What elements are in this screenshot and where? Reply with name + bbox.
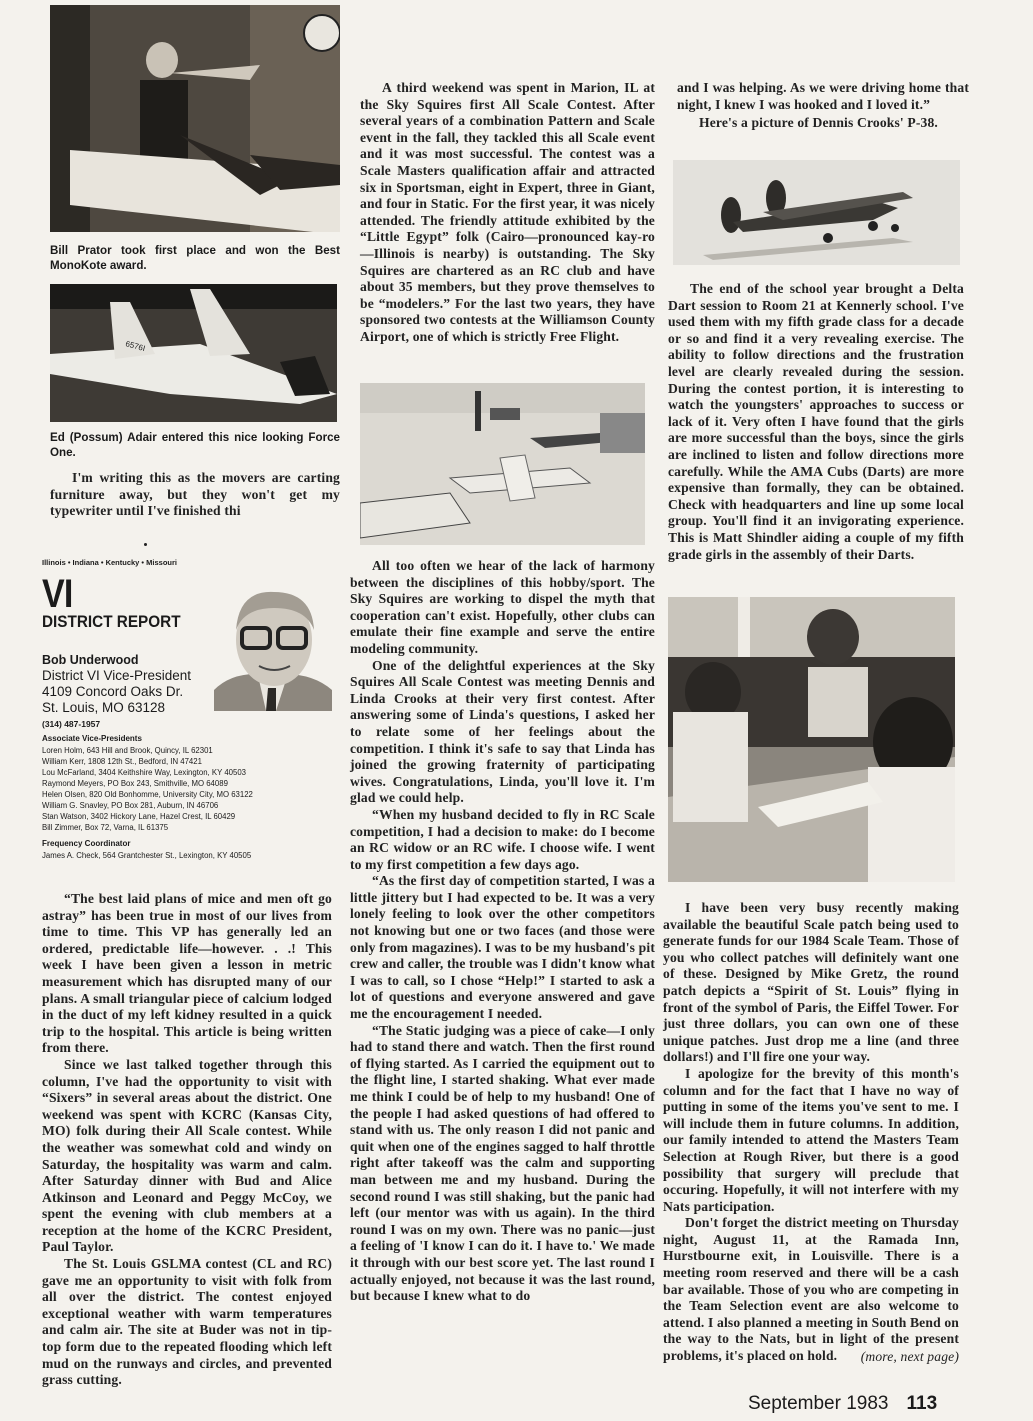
article-text-right-school xyxy=(668,281,964,563)
vp-contact xyxy=(42,653,222,729)
associates-heading: Associate Vice-Presidents xyxy=(42,734,142,743)
photo-p38 xyxy=(673,160,960,265)
issue-date: September 1983 xyxy=(748,1393,889,1414)
tail-number: 6576I xyxy=(124,339,147,354)
associate-vp: Lou McFarland, 3404 Keithshire Way, Lexington, KY 40503 xyxy=(42,768,246,777)
paragraph: Here's a picture of Dennis Crooks' P-38. xyxy=(699,115,938,131)
photo-caption-adair: Ed (Possum) Adair entered this nice looking Force One. xyxy=(50,431,340,459)
paragraph: I'm writing this as the movers are carting furniture away, but they won't get my typewriter until I've finished thi xyxy=(50,470,340,519)
associate-vp: Helen Olsen, 820 Old Bonhomme, University City, MO 63122 xyxy=(42,790,253,799)
vp-phone: (314) 487-1957 xyxy=(42,719,101,729)
vp-address-line1: 4109 Concord Oaks Dr. xyxy=(42,684,184,699)
photo-caption-prator: Bill Prator took first place and won the Best MonoKote award. xyxy=(50,244,340,272)
associate-vp: Stan Watson, 3402 Hickory Lane, Hazel Crest, IL 60429 xyxy=(42,812,236,821)
continued-link[interactable]: (more, next page) xyxy=(860,1348,959,1364)
associate-vp: Raymond Meyers, PO Box 243, Smithville, MO 64089 xyxy=(42,779,228,788)
paragraph: All too often we hear of the lack of harmony between the disciplines of this hobby/sport. The Sky Squires are working to dispel the myth that cooperation can't exist. Hopefully, other clubs can emulate their fine example and serve the entire modeling community. xyxy=(350,558,655,656)
associate-vp: William G. Snavley, PO Box 281, Auburn, IN 46706 xyxy=(42,801,219,810)
article-text-middle xyxy=(350,558,655,1305)
associate-vp: William Kerr, 1808 12th St., Bedford, IN 47421 xyxy=(42,757,202,766)
paragraph: and I was helping. As we were driving home that night, I knew I was hooked and I loved it.” xyxy=(677,80,969,112)
paragraph: I apologize for the brevity of this month's column and for the fact that I have no way of putting in some of the items you've sent to me. I will include them in future columns. In addition, our family intended to attend the Masters Team Selection at Rough River, but there is a good possibility that surgery will preclude that occuring. Hopefully, it will not interfere with my Nats participation. xyxy=(663,1065,959,1214)
photo-bob-underwood-portrait xyxy=(214,580,332,711)
paragraph: Since we last talked together through this column, I've had the opportunity to visit with “Sixers” in several areas about the district. One weekend was spent with KCRC (Kansas City, MO) folk during their All Scale contest. While the weather was somewhat cold and windy on Saturday, the hospitality was warm and calm. After Saturday dinner with Bud and Alice Atkinson and Leonard and Peggy McCoy, we spent the evening with club members at a reception at the home of the KCRC President, Paul Taylor. xyxy=(42,1056,332,1255)
vp-address-line2: St. Louis, MO 63128 xyxy=(42,700,166,715)
photo-force-one xyxy=(50,284,337,422)
article-text-left xyxy=(42,891,332,1389)
vp-title: District VI Vice-President xyxy=(42,668,192,683)
paragraph: The end of the school year brought a Delta Dart session to Room 21 at Kennerly school. I've used them with my fifth grade class for a decade or so and find it a very revealing exercise. The ability to follow directions and the frustration level are clearly revealed during the session. During the contest portion, it is interesting to watch the youngsters' approaches to success or lack of it. Very often I have found that the girls are more successful than the boys, since the girls are inclined to listen and follow directions more carefully. While the AMA Cubs (Darts) are more expensive than formally, they can be obtained. Check with headquarters and line up some local group. You'll find it an invigorating experience. This is Matt Shindler aiding a couple of my fifth grade girls in the assembly of their Darts. xyxy=(668,281,964,562)
paragraph: I have been very busy recently making available the beautiful Scale patch being used to generate funds for our 1984 Scale Team. Those of you who collect patches will definitely want one of these. Designed by Mike Gretz, the round patch depicts a “Spirit of St. Louis” flying in front of the symbol of Paris, the Eiffel Tower. For just three dollars, you can own one of these unique patches. Just drop me a line (and three dollars!) and I'll fire one your way. xyxy=(663,900,959,1065)
paragraph: “The best laid plans of mice and men oft go astray” has been true in most of our lives from time to time. This VP has generally led an ordered, predictable life—however. . .! This week I have been given a lesson in metric measurement which has disrupted many of our plans. A small triangular piece of calcium lodged in the duct of my left kidney resulted in a quick trip to the hospital. This article is being written from there. xyxy=(42,891,332,1056)
article-text-right-top xyxy=(677,80,969,132)
frequency-heading: Frequency Coordinator xyxy=(42,839,131,848)
vp-name: Bob Underwood xyxy=(42,653,139,667)
page-footer xyxy=(748,1393,937,1415)
frequency-coordinator: James A. Check, 564 Grantchester St., Lexington, KY 40505 xyxy=(42,851,252,860)
page-number: 113 xyxy=(906,1393,938,1414)
paragraph: The St. Louis GSLMA contest (CL and RC) gave me an opportunity to visit with folk from all over the district. The contest enjoyed exceptional weather with warm temperatures and calm air. The site at Buder was not in tip-top form due to the repeated flooding which left mud on the runways and circles, and prevented grass cutting. xyxy=(42,1256,332,1388)
paragraph: “The Static judging was a piece of cake—I only had to stand there and watch. Then the first round of flying started. As I carried the equipment out to the flight line, I started shaking. What ever made me think I could be of help to my husband! One of the people I had asked questions of had offered to stand with us. The only reason I did not panic and quit when one of the engines sagged to half throttle right after takeoff was the calm and supporting man between me and my husband. During the second round I was still shaking, but the panic had left (our mentor was with us again). In the third round I was on my own. There was no panic—just a feeling of 'I know I can do it. I have to.' We made it through with our best score yet. The last round I actually enjoyed, not because it was the last round, but because I knew what to do xyxy=(350,1022,655,1304)
photo-sky-squires-field xyxy=(360,383,645,545)
paragraph: A third weekend was spent in Marion, IL at the Sky Squires first All Scale Contest. After several years of a combination Pattern and Scale event in the fall, they tackled this all Scale event and it was most successful. The contest was a Scale Masters qualification affair and attracted six in Sportsman, eight in Expert, three in Giant, and four in Static. For the first year, it was nicely attended. The friendly attitude exhibited by the “Little Egypt” folk (Cairo—pronounced kay-ro—Illinois is nearby) is outstanding. The Sky Squires are chartered as an RC club and have about 35 members, but they prove themselves to be “modelers.” For the last two years, they have sponsored two contests at the Williamson County Airport, one of which is strictly Free Flight. xyxy=(360,80,655,344)
paragraph: “As the first day of competition started, I was a little jittery but I had expected to be. It was a very lonely feeling to look over the other competitors not knowing but one or two faces (and those were only from magazines). I was to be my husband's pit crew and caller, the trouble was I didn't know what I was to call, so I chose “Help!” I started to ask a lot of questions and everyone answered and gave me the encouragement I needed. xyxy=(350,873,655,1022)
district-number: VI xyxy=(42,572,73,616)
article-text-writing xyxy=(50,470,340,520)
article-text-right xyxy=(663,900,959,1365)
associate-vps xyxy=(42,734,342,861)
photo-bill-prator xyxy=(50,5,340,232)
paragraph: One of the delightful experiences at the Sky Squires All Scale Contest was meeting Dennis and Linda Crooks at their very first contest. After answering some of Linda's questions, I asked her to relate some of her feelings about the competition. I think it's safe to say that Linda has joined the growing fraternity of participating wives. Congratulations, Linda, you'll love it. I'm glad we could help. xyxy=(350,657,655,806)
paragraph: “When my husband decided to fly in RC Scale competition, I had a decision to make: do I become an RC widow or an RC wife. I choose wife. I went to my first competition a few days ago. xyxy=(350,806,655,872)
separator-dot xyxy=(144,543,147,546)
associate-vp: Bill Zimmer, Box 72, Varna, IL 61375 xyxy=(42,823,169,832)
paragraph: Don't forget the district meeting on Thursday night, August 11, at the Ramada Inn, Hurstbourne exit, in Louisville. There is a meeting room reserved and there will be a cash bar available. Those of you who are competing in the Team Selection event are also welcome to attend. I also planned a meeting in South Bend on the way to the Nats, but in light of the present problems, it's placed on hold. xyxy=(663,1215,959,1364)
photo-delta-dart-class xyxy=(668,597,955,882)
district-states: Illinois • Indiana • Kentucky • Missouri xyxy=(42,558,177,567)
article-text-middle-top xyxy=(360,80,655,346)
associate-vp: Loren Holm, 643 Hill and Brook, Quincy, IL 62301 xyxy=(42,746,213,755)
district-title: DISTRICT REPORT xyxy=(42,612,181,631)
